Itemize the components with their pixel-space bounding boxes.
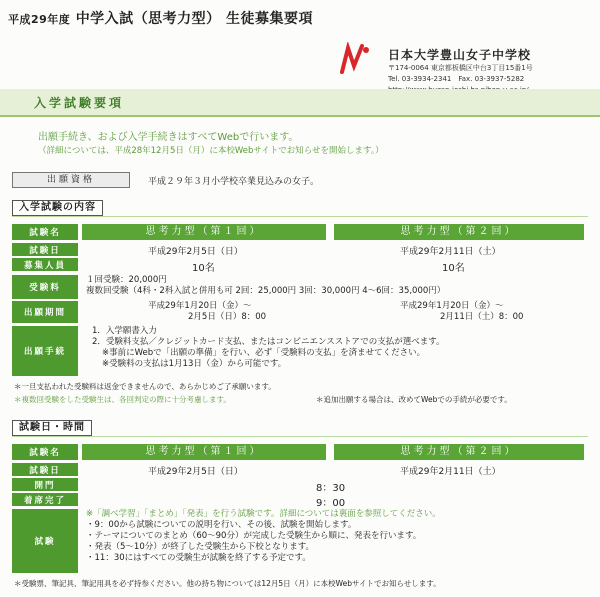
- title-main: 中学入試（思考力型） 生徒募集要項: [75, 11, 314, 27]
- page-title: [8, 8, 313, 28]
- s1-proc-line: 1．入学願書入力: [92, 326, 157, 336]
- s2-exam-line: ・発表（5〜10分）が終了した受験生から下校となります。: [86, 542, 315, 552]
- s1-label-procedure: 出願手続: [12, 326, 78, 376]
- s2-exam-line: ※「調べ学習」「まとめ」「発表」を行う試験です。詳細については裏面を参照してください。: [86, 509, 441, 519]
- s1-note-c: ＊追加出願する場合は、改めてWebでの手続が必要です。: [316, 395, 512, 404]
- section-banner: [0, 89, 600, 117]
- s1-period-col2-b: 2月11日（土）8：00: [440, 312, 524, 322]
- s1-note-b: ＊複数回受験をした受験生は、各回判定の際に十分考慮します。: [14, 395, 231, 404]
- s1-capacity-col2: 10名: [442, 263, 465, 274]
- s1-date-col2: 平成29年2月11日（土）: [400, 247, 501, 257]
- s1-period-col2: [400, 301, 523, 323]
- s2-label-gate: 開門: [12, 478, 78, 491]
- s1-proc-line: ※受験料の支払は1月13日（金）から可能です。: [102, 359, 287, 369]
- s1-label-date: 試験日: [12, 243, 78, 256]
- intro-line-1: 出願手続き、および入学手続きはすべてWebで行います。: [38, 132, 299, 143]
- s2-label-date: 試験日: [12, 463, 78, 476]
- s1-label-capacity: 募集人員: [12, 258, 78, 271]
- s2-gate-value: 8：30: [316, 483, 346, 494]
- s1-note-a: ＊一旦支払われた受験料は返金できませんので、あらかじめご了承願います。: [14, 382, 276, 391]
- intro-line-2: （詳細については、平成28年12月5日（月）に本校Webサイトでお知らせを開始します。）: [38, 146, 384, 156]
- section1-title: 入学試験の内容: [12, 200, 103, 216]
- s1-fee: [86, 275, 445, 297]
- s1-col1-header: 思考力型（第１回）: [82, 224, 326, 240]
- school-logo-icon: [338, 42, 374, 76]
- school-tel-fax: Tel. 03-3934-2341 Fax. 03-3937-5282: [388, 75, 525, 83]
- s2-footer-note: ＊受験票、筆記具、筆記用具を必ず持参ください。他の持ち物については12月5日（月）に本校Webサイトでお知らせします。: [14, 579, 441, 588]
- school-address: 〒174-0064 東京都板橋区中台3丁目15番1号: [388, 64, 533, 72]
- s1-period-col2-a: 平成29年1月20日（金）〜: [400, 301, 504, 311]
- s2-assembly-value: 9：00: [316, 498, 346, 509]
- s1-period-col1-a: 平成29年1月20日（金）〜: [148, 301, 252, 311]
- s2-col1-header: 思考力型（第１回）: [82, 444, 326, 460]
- s1-period-col1-b: 2月5日（日）8：00: [188, 312, 267, 322]
- s1-label-fee: 受験料: [12, 275, 78, 299]
- s2-exam-line: ・9：00から試験についての説明を行い、その後、試験を開始します。: [86, 520, 357, 530]
- s1-fee-line1: １回受験：20,000円: [86, 275, 167, 285]
- s1-proc-line: 2．受験料支払／クレジットカード支払、またはコンビニエンスストアでの支払が選べます。: [92, 337, 445, 347]
- s2-exam-details: [86, 509, 441, 564]
- s1-capacity-col1: 10名: [192, 263, 215, 274]
- s1-col2-header: 思考力型（第２回）: [334, 224, 584, 240]
- s1-proc-line: ※事前にWebで「出願の準備」を行い、必ず「受験料の支払」を済ませてください。: [102, 348, 426, 358]
- school-name: 日本大学豊山女子中学校: [388, 48, 532, 62]
- s1-fee-line2: 複数回受験（4科・2科入試と併用も可 2回：25,000円 3回：30,000円 4〜6回：35,000円）: [86, 286, 446, 296]
- s1-procedure: [92, 326, 445, 370]
- title-year: 平成29年度: [8, 13, 71, 26]
- s2-date-col2: 平成29年2月11日（土）: [400, 467, 501, 477]
- s2-exam-line: ・テーマについてのまとめ（60〜90分）が完成した受験生から順に、発表を行います。: [86, 531, 422, 541]
- s2-label-assembly: 着席完了: [12, 493, 78, 506]
- s1-date-col1: 平成29年2月5日（日）: [148, 247, 243, 257]
- qualification-value: 平成２９年３月小学校卒業見込みの女子。: [148, 177, 320, 187]
- s2-exam-line: ・11：30にはすべての受験生が試験を終了する予定です。: [86, 553, 311, 563]
- banner-title: 入学試験要項: [34, 96, 125, 110]
- s1-label-exam-name: 試験名: [12, 224, 78, 240]
- s2-label-exam: 試験: [12, 509, 78, 573]
- s2-col2-header: 思考力型（第２回）: [334, 444, 584, 460]
- s1-label-period: 出願期間: [12, 301, 78, 323]
- s2-date-col1: 平成29年2月5日（日）: [148, 467, 243, 477]
- section2-title: 試験日・時間: [12, 420, 92, 436]
- qualification-label: 出願資格: [12, 172, 130, 188]
- s2-label-exam-name: 試験名: [12, 444, 78, 460]
- s1-period-col1: [148, 301, 266, 323]
